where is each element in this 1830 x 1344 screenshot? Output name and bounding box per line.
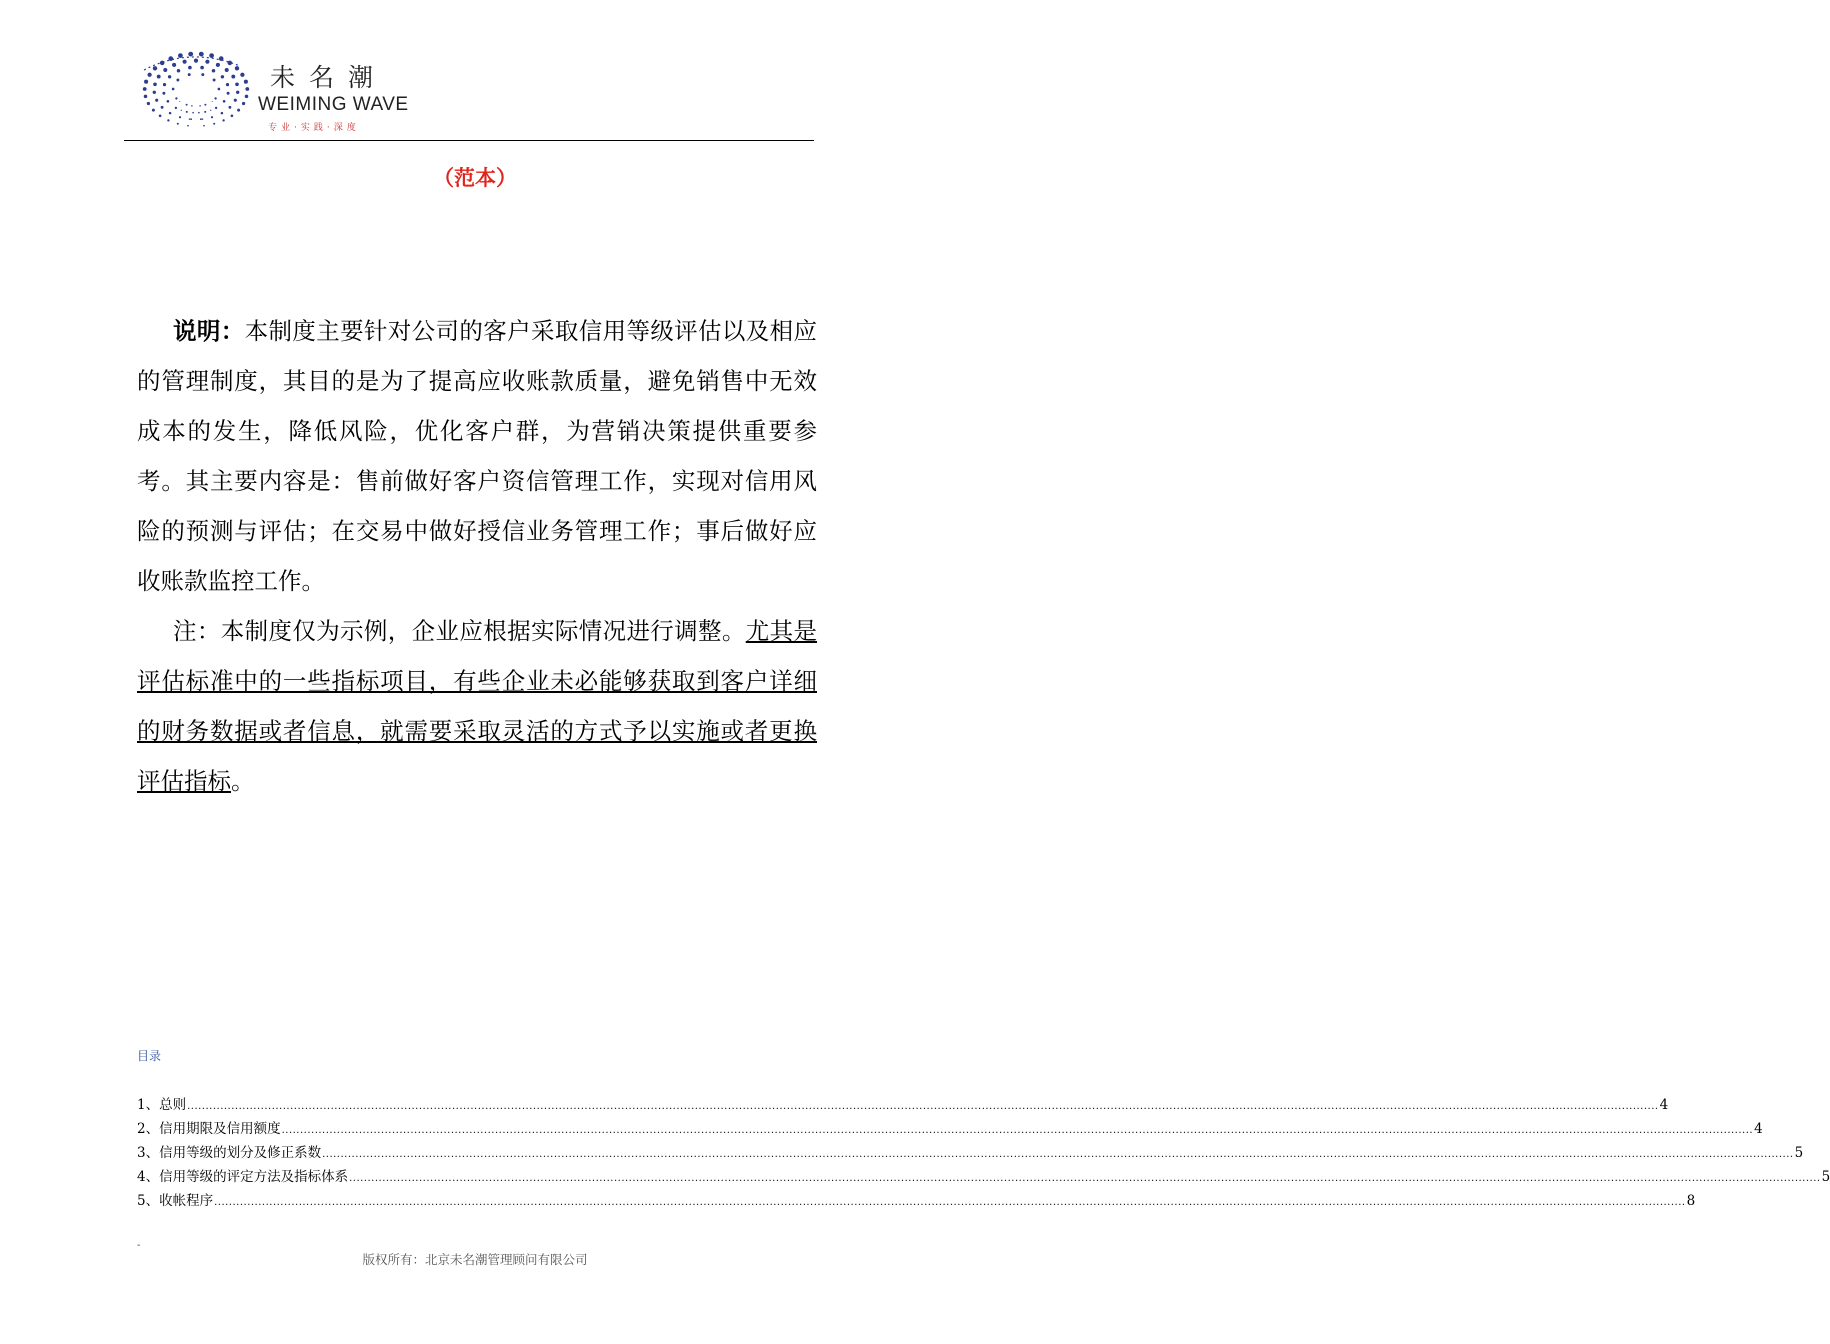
logo-dot xyxy=(187,125,189,127)
logo-dot xyxy=(143,87,147,91)
logo-dot xyxy=(172,88,175,91)
page-header xyxy=(130,50,820,142)
logo-dot xyxy=(181,110,182,111)
logo-dot xyxy=(162,92,165,95)
toc-entry-label: 1、总则 xyxy=(137,1097,187,1113)
logo-dot xyxy=(210,110,211,111)
logo-dot xyxy=(236,91,239,94)
logo-dot xyxy=(231,75,235,79)
logo-dot xyxy=(175,107,177,109)
logo-dot xyxy=(155,99,158,102)
logo-dot xyxy=(188,52,193,57)
logo-dot xyxy=(221,75,224,78)
toc-entry-label: 2、信用期限及信用额度 xyxy=(137,1121,281,1137)
logo-dot xyxy=(147,73,151,77)
footer-mark: - xyxy=(137,1240,141,1251)
logo-dot xyxy=(200,118,202,120)
toc-leader: ................................................................................................................................................................................................................................................................................................................................................................................................................ xyxy=(349,1173,1821,1184)
logo-dot xyxy=(186,111,188,113)
toc-entry[interactable] xyxy=(137,1141,1804,1165)
logo-dot xyxy=(223,100,226,103)
logo-dot xyxy=(218,88,221,91)
toc-entry[interactable] xyxy=(137,1093,1669,1117)
logo-dot xyxy=(205,60,209,64)
logo-dot xyxy=(211,116,213,118)
document-body xyxy=(137,306,817,806)
note-end: 。 xyxy=(231,767,255,795)
logo-dot xyxy=(231,114,234,117)
logo-dot xyxy=(188,73,191,76)
toc-entry[interactable] xyxy=(137,1117,1763,1141)
toc-entry-label: 5、收帐程序 xyxy=(137,1193,214,1209)
brand-tagline: 专业·实践·深度 xyxy=(268,123,360,133)
logo-dot xyxy=(186,104,188,106)
logo-dot xyxy=(167,100,170,103)
logo-dot xyxy=(188,66,192,70)
logo-dot xyxy=(228,106,231,109)
toc-entry-page: 4 xyxy=(1754,1121,1763,1137)
toc-leader: ................................................................................................................................................................................................................................................................................................................................................................................................................ xyxy=(214,1197,1686,1208)
toc-entry[interactable] xyxy=(137,1165,1830,1189)
logo-dot xyxy=(172,63,176,67)
logo-dot xyxy=(163,68,167,72)
logo-dot xyxy=(168,56,173,61)
logo-dot xyxy=(221,112,224,115)
logo-dot xyxy=(202,118,203,119)
logo-dot xyxy=(245,87,249,91)
logo-dot xyxy=(183,60,187,64)
logo-dot xyxy=(212,69,216,73)
logo-dot xyxy=(175,97,177,99)
note-text: 注：本制度仅为示例，企业应根据实际情况进行调整。 xyxy=(173,617,746,645)
toc-entry-page: 5 xyxy=(1794,1145,1804,1161)
page-footer: 版权所有：北京未名潮管理顾问有限公司 xyxy=(362,1252,588,1267)
logo-dot xyxy=(177,123,179,125)
logo-dot xyxy=(242,102,245,105)
logo-dot xyxy=(244,80,248,84)
brand-name-english: WEIMING WAVE xyxy=(258,94,409,115)
logo-dot xyxy=(159,114,162,117)
table-of-contents xyxy=(137,1093,1830,1213)
intro-text: 本制度主要针对公司的客户采取信用等级评估以及相应的管理制度，其目的是为了提高应收账款质量，避免销售中无效成本的发生，降低风险，优化客户群，为营销决策提供重要参考。其主要内容是：售前做好客户资信管理工作，实现对信用风险的预测与评估；在交易中做好授信业务管理工作；事后做好应收账款监控工作。 xyxy=(137,317,818,595)
logo-dot xyxy=(176,79,179,82)
brand-name-chinese: 未名潮 xyxy=(270,63,388,92)
logo-dot xyxy=(201,73,204,76)
logo-dot xyxy=(245,95,249,99)
logo-dot xyxy=(153,66,157,70)
logo-arc xyxy=(144,57,240,70)
logo-dot xyxy=(215,107,217,109)
logo-dot xyxy=(204,104,206,106)
logo-dot xyxy=(199,52,204,57)
logo-dot xyxy=(163,83,166,86)
logo-dot xyxy=(199,105,201,107)
toc-leader: ................................................................................................................................................................................................................................................................................................................................................................................................................ xyxy=(322,1149,1794,1160)
logo-dot xyxy=(235,66,239,70)
logo-dot xyxy=(179,101,180,102)
toc-entry-page: 5 xyxy=(1821,1169,1830,1185)
logo-dot xyxy=(179,116,181,118)
toc-leader: ................................................................................................................................................................................................................................................................................................................................................................................................................ xyxy=(281,1125,1754,1136)
logo-dot xyxy=(213,123,215,125)
logo-dot xyxy=(152,109,155,112)
toc-entry-label: 3、信用等级的划分及修正系数 xyxy=(137,1145,322,1161)
intro-lead-label: 说明： xyxy=(173,317,245,345)
logo-dot xyxy=(177,69,181,73)
logo-dot xyxy=(157,75,161,79)
logo-dot xyxy=(226,83,229,86)
toc-leader: ................................................................................................................................................................................................................................................................................................................................................................................................................ xyxy=(187,1101,1659,1112)
logo-dot xyxy=(234,99,237,102)
header-divider xyxy=(124,140,814,141)
logo-dot xyxy=(192,112,194,114)
toc-entry[interactable] xyxy=(137,1189,1696,1213)
intro-paragraph xyxy=(137,306,817,606)
logo-dot xyxy=(168,75,171,78)
note-paragraph xyxy=(137,606,817,806)
logo-dot xyxy=(227,92,230,95)
logo-dot xyxy=(204,111,206,113)
logo-dot xyxy=(240,73,244,77)
logo-dot xyxy=(200,66,204,70)
logo-dot xyxy=(161,106,164,109)
logo-dot xyxy=(213,79,216,82)
logo-dot xyxy=(225,68,229,72)
toc-entry-page: 8 xyxy=(1686,1193,1696,1209)
logo-dot xyxy=(216,63,220,67)
logo-dot xyxy=(147,102,150,105)
logo-dot xyxy=(169,112,172,115)
logo-dot xyxy=(198,112,200,114)
logo-dot xyxy=(214,97,216,99)
logo-dot xyxy=(237,109,240,112)
logo-dot xyxy=(190,118,192,120)
logo-dot xyxy=(222,119,224,121)
wave-dots-logo-icon xyxy=(130,50,260,136)
note-underlined-text: 尤其是评估标准中的一些指标项目，有些企业未必能够获取到客户详细的财务数据或者信息，就需要采取灵活的方式予以实施或者更换评估指标 xyxy=(137,617,818,795)
logo-dot xyxy=(153,91,156,94)
logo-dot xyxy=(189,118,190,119)
logo-dot xyxy=(194,59,198,63)
logo-dot xyxy=(191,105,193,107)
logo-dot xyxy=(212,101,213,102)
logo-dot xyxy=(144,95,148,99)
toc-entry-label: 4、信用等级的评定方法及指标体系 xyxy=(137,1169,349,1185)
toc-entry-page: 4 xyxy=(1659,1097,1669,1113)
logo-dot xyxy=(203,125,205,127)
document-title: （范本） xyxy=(433,165,517,190)
logo-dot xyxy=(235,82,239,86)
logo-dot xyxy=(153,82,157,86)
toc-heading: 目录 xyxy=(137,1049,162,1063)
logo-dot xyxy=(144,80,148,84)
logo-dot xyxy=(209,53,214,58)
logo-dot xyxy=(167,119,169,121)
